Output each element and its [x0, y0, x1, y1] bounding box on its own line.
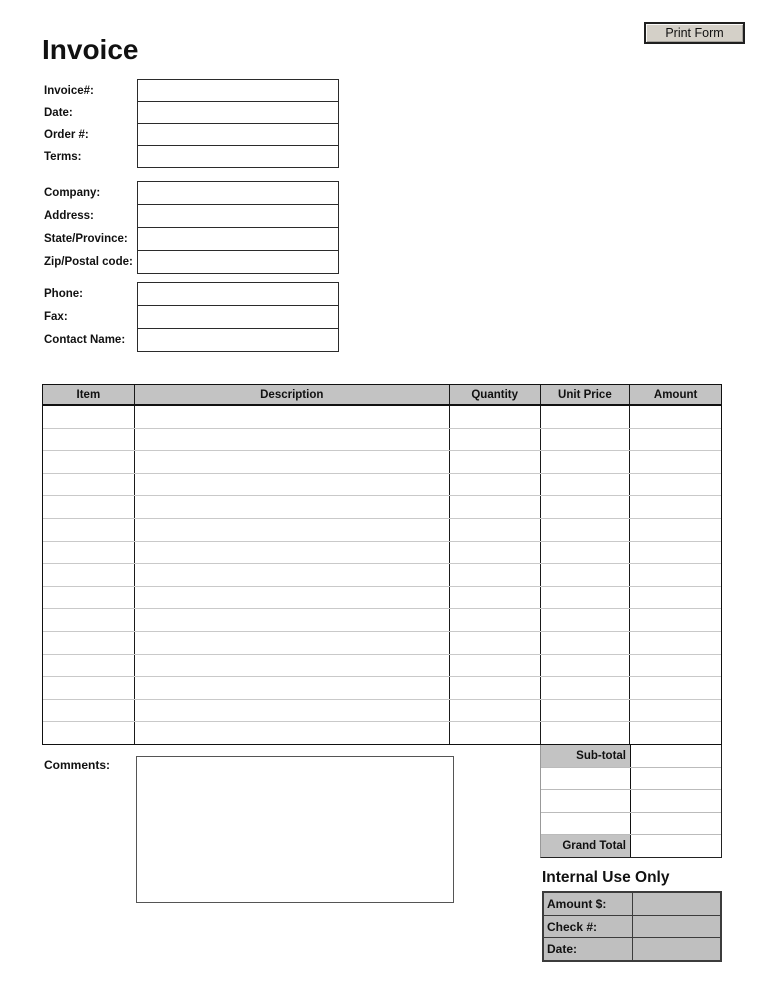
table-row	[43, 722, 721, 744]
line-item-cell[interactable]	[43, 632, 134, 654]
grand-total-value[interactable]	[630, 835, 721, 857]
line-item-cell[interactable]	[449, 406, 540, 428]
totals-row	[541, 745, 721, 768]
form-row	[0, 204, 768, 228]
terms-input[interactable]	[137, 145, 339, 168]
address-input[interactable]	[137, 204, 339, 228]
totals-blank-value[interactable]	[630, 790, 721, 812]
internal-use-title: Internal Use Only	[542, 869, 670, 886]
table-row	[43, 564, 721, 587]
line-item-cell[interactable]	[629, 609, 721, 631]
invoice-info-group	[0, 79, 768, 168]
address-label: Address:	[44, 210, 94, 222]
line-item-cell[interactable]	[134, 542, 449, 564]
line-item-cell[interactable]	[43, 677, 134, 699]
invoice-number-label: Invoice#:	[44, 84, 94, 97]
line-item-cell[interactable]	[540, 474, 630, 496]
internal-use-table	[542, 891, 722, 962]
form-row	[0, 328, 768, 352]
table-row	[43, 609, 721, 632]
line-item-cell[interactable]	[449, 632, 540, 654]
column-header-unit-price: Unit Price	[540, 385, 630, 404]
state-province-label: State/Province:	[44, 233, 128, 245]
totals-blank-value[interactable]	[630, 813, 721, 835]
line-item-cell[interactable]	[540, 451, 630, 473]
line-item-cell[interactable]	[43, 451, 134, 473]
table-row	[43, 451, 721, 474]
comments-label: Comments:	[44, 758, 111, 772]
line-item-cell[interactable]	[134, 632, 449, 654]
line-item-cell[interactable]	[449, 429, 540, 451]
table-row	[43, 677, 721, 700]
line-item-cell[interactable]	[449, 519, 540, 541]
table-row	[43, 496, 721, 519]
order-number-input[interactable]	[137, 123, 339, 146]
line-item-cell[interactable]	[629, 587, 721, 609]
line-item-cell[interactable]	[449, 700, 540, 722]
check-number-label: Check #:	[547, 919, 598, 934]
internal-use-row	[544, 893, 720, 916]
fax-label: Fax:	[44, 311, 68, 323]
print-form-button[interactable]: Print Form	[644, 22, 745, 44]
line-item-cell[interactable]	[540, 632, 630, 654]
line-item-cell[interactable]	[449, 542, 540, 564]
line-item-cell[interactable]	[629, 564, 721, 586]
line-item-cell[interactable]	[540, 496, 630, 518]
subtotal-value[interactable]	[630, 745, 721, 767]
line-item-cell[interactable]	[449, 474, 540, 496]
line-item-cell[interactable]	[449, 722, 540, 744]
company-input[interactable]	[137, 181, 339, 205]
check-number-value[interactable]	[632, 916, 720, 938]
line-item-cell[interactable]	[540, 677, 630, 699]
line-item-cell[interactable]	[43, 406, 134, 428]
line-item-cell[interactable]	[629, 474, 721, 496]
date-input[interactable]	[137, 101, 339, 124]
order-number-label: Order #:	[44, 128, 89, 141]
line-item-cell[interactable]	[540, 587, 630, 609]
line-item-cell[interactable]	[629, 722, 721, 744]
line-item-cell[interactable]	[629, 406, 721, 428]
table-row	[43, 700, 721, 723]
line-item-cell[interactable]	[134, 587, 449, 609]
line-item-cell[interactable]	[43, 655, 134, 677]
line-item-cell[interactable]	[43, 496, 134, 518]
grand-total-label: Grand Total	[541, 835, 630, 857]
line-item-cell[interactable]	[629, 677, 721, 699]
totals-row	[541, 813, 721, 836]
phone-label: Phone:	[44, 288, 83, 300]
totals-row	[541, 768, 721, 791]
internal-date-label: Date:	[547, 942, 578, 957]
form-row	[0, 227, 768, 251]
line-item-cell[interactable]	[134, 655, 449, 677]
page-title: Invoice	[42, 34, 139, 65]
line-items-body	[42, 406, 722, 745]
line-item-cell[interactable]	[43, 722, 134, 744]
line-item-cell[interactable]	[540, 519, 630, 541]
line-item-cell[interactable]	[134, 700, 449, 722]
line-item-cell[interactable]	[629, 542, 721, 564]
line-item-cell[interactable]	[449, 677, 540, 699]
line-item-cell[interactable]	[43, 429, 134, 451]
line-item-cell[interactable]	[629, 632, 721, 654]
form-row	[0, 101, 768, 124]
line-item-cell[interactable]	[540, 700, 630, 722]
line-item-cell[interactable]	[540, 542, 630, 564]
line-item-cell[interactable]	[629, 655, 721, 677]
totals-row	[541, 835, 721, 857]
line-item-cell[interactable]	[449, 496, 540, 518]
totals-blank-label	[541, 768, 630, 790]
form-row	[0, 282, 768, 306]
line-item-cell[interactable]	[43, 700, 134, 722]
form-row	[0, 305, 768, 329]
table-row	[43, 587, 721, 610]
line-item-cell[interactable]	[134, 406, 449, 428]
line-item-cell[interactable]	[134, 609, 449, 631]
line-item-cell[interactable]	[43, 542, 134, 564]
totals-block	[540, 745, 722, 858]
form-row	[0, 181, 768, 205]
form-row	[0, 145, 768, 168]
line-item-cell[interactable]	[43, 609, 134, 631]
line-item-cell[interactable]	[134, 564, 449, 586]
table-row	[43, 519, 721, 542]
contact-info-group	[0, 282, 768, 352]
internal-use-row	[544, 916, 720, 939]
line-item-cell[interactable]	[134, 722, 449, 744]
line-item-cell[interactable]	[629, 496, 721, 518]
line-item-cell[interactable]	[43, 474, 134, 496]
table-row	[43, 406, 721, 429]
line-item-cell[interactable]	[540, 406, 630, 428]
date-label: Date:	[44, 106, 73, 119]
table-row	[43, 474, 721, 497]
line-item-cell[interactable]	[134, 451, 449, 473]
subtotal-label: Sub-total	[541, 745, 630, 767]
line-item-cell[interactable]	[43, 519, 134, 541]
state-province-input[interactable]	[137, 227, 339, 251]
line-item-cell[interactable]	[449, 587, 540, 609]
line-item-cell[interactable]	[134, 474, 449, 496]
line-item-cell[interactable]	[449, 655, 540, 677]
amount-dollar-value[interactable]	[632, 893, 720, 915]
line-item-cell[interactable]	[134, 496, 449, 518]
contact-name-label: Contact Name:	[44, 334, 126, 346]
totals-blank-value[interactable]	[630, 768, 721, 790]
totals-blank-label	[541, 813, 630, 835]
line-item-cell[interactable]	[629, 519, 721, 541]
line-item-cell[interactable]	[134, 677, 449, 699]
line-item-cell[interactable]	[540, 722, 630, 744]
line-item-cell[interactable]	[134, 429, 449, 451]
line-item-cell[interactable]	[629, 700, 721, 722]
form-row	[0, 79, 768, 102]
table-row	[43, 542, 721, 565]
amount-dollar-label: Amount $:	[547, 896, 607, 911]
table-row	[43, 655, 721, 678]
line-items-header	[42, 384, 722, 406]
company-label: Company:	[44, 187, 101, 199]
totals-row	[541, 790, 721, 813]
line-item-cell[interactable]	[449, 451, 540, 473]
internal-date-value[interactable]	[632, 938, 720, 960]
fax-input[interactable]	[137, 305, 339, 329]
line-item-cell[interactable]	[540, 564, 630, 586]
line-item-cell[interactable]	[540, 429, 630, 451]
column-header-amount: Amount	[629, 385, 721, 404]
terms-label: Terms:	[44, 150, 82, 163]
line-item-cell[interactable]	[449, 609, 540, 631]
form-row	[0, 250, 768, 274]
line-item-cell[interactable]	[134, 519, 449, 541]
table-row	[43, 632, 721, 655]
internal-use-row	[544, 938, 720, 960]
line-item-cell[interactable]	[629, 429, 721, 451]
company-info-group	[0, 181, 768, 274]
line-item-cell[interactable]	[540, 609, 630, 631]
phone-input[interactable]	[137, 282, 339, 306]
table-row	[43, 429, 721, 452]
column-header-item: Item	[76, 388, 101, 401]
contact-name-input[interactable]	[137, 328, 339, 352]
zip-postal-code-input[interactable]	[137, 250, 339, 274]
line-item-cell[interactable]	[449, 564, 540, 586]
line-item-cell[interactable]	[540, 655, 630, 677]
zip-postal-code-label: Zip/Postal code:	[44, 256, 133, 268]
totals-blank-label	[541, 790, 630, 812]
line-item-cell[interactable]	[43, 587, 134, 609]
line-item-cell[interactable]	[629, 451, 721, 473]
column-header-description: Description	[134, 385, 449, 404]
column-header-quantity: Quantity	[449, 385, 540, 404]
form-row	[0, 123, 768, 146]
comments-input[interactable]	[136, 756, 454, 903]
invoice-number-input[interactable]	[137, 79, 339, 102]
line-item-cell[interactable]	[43, 564, 134, 586]
